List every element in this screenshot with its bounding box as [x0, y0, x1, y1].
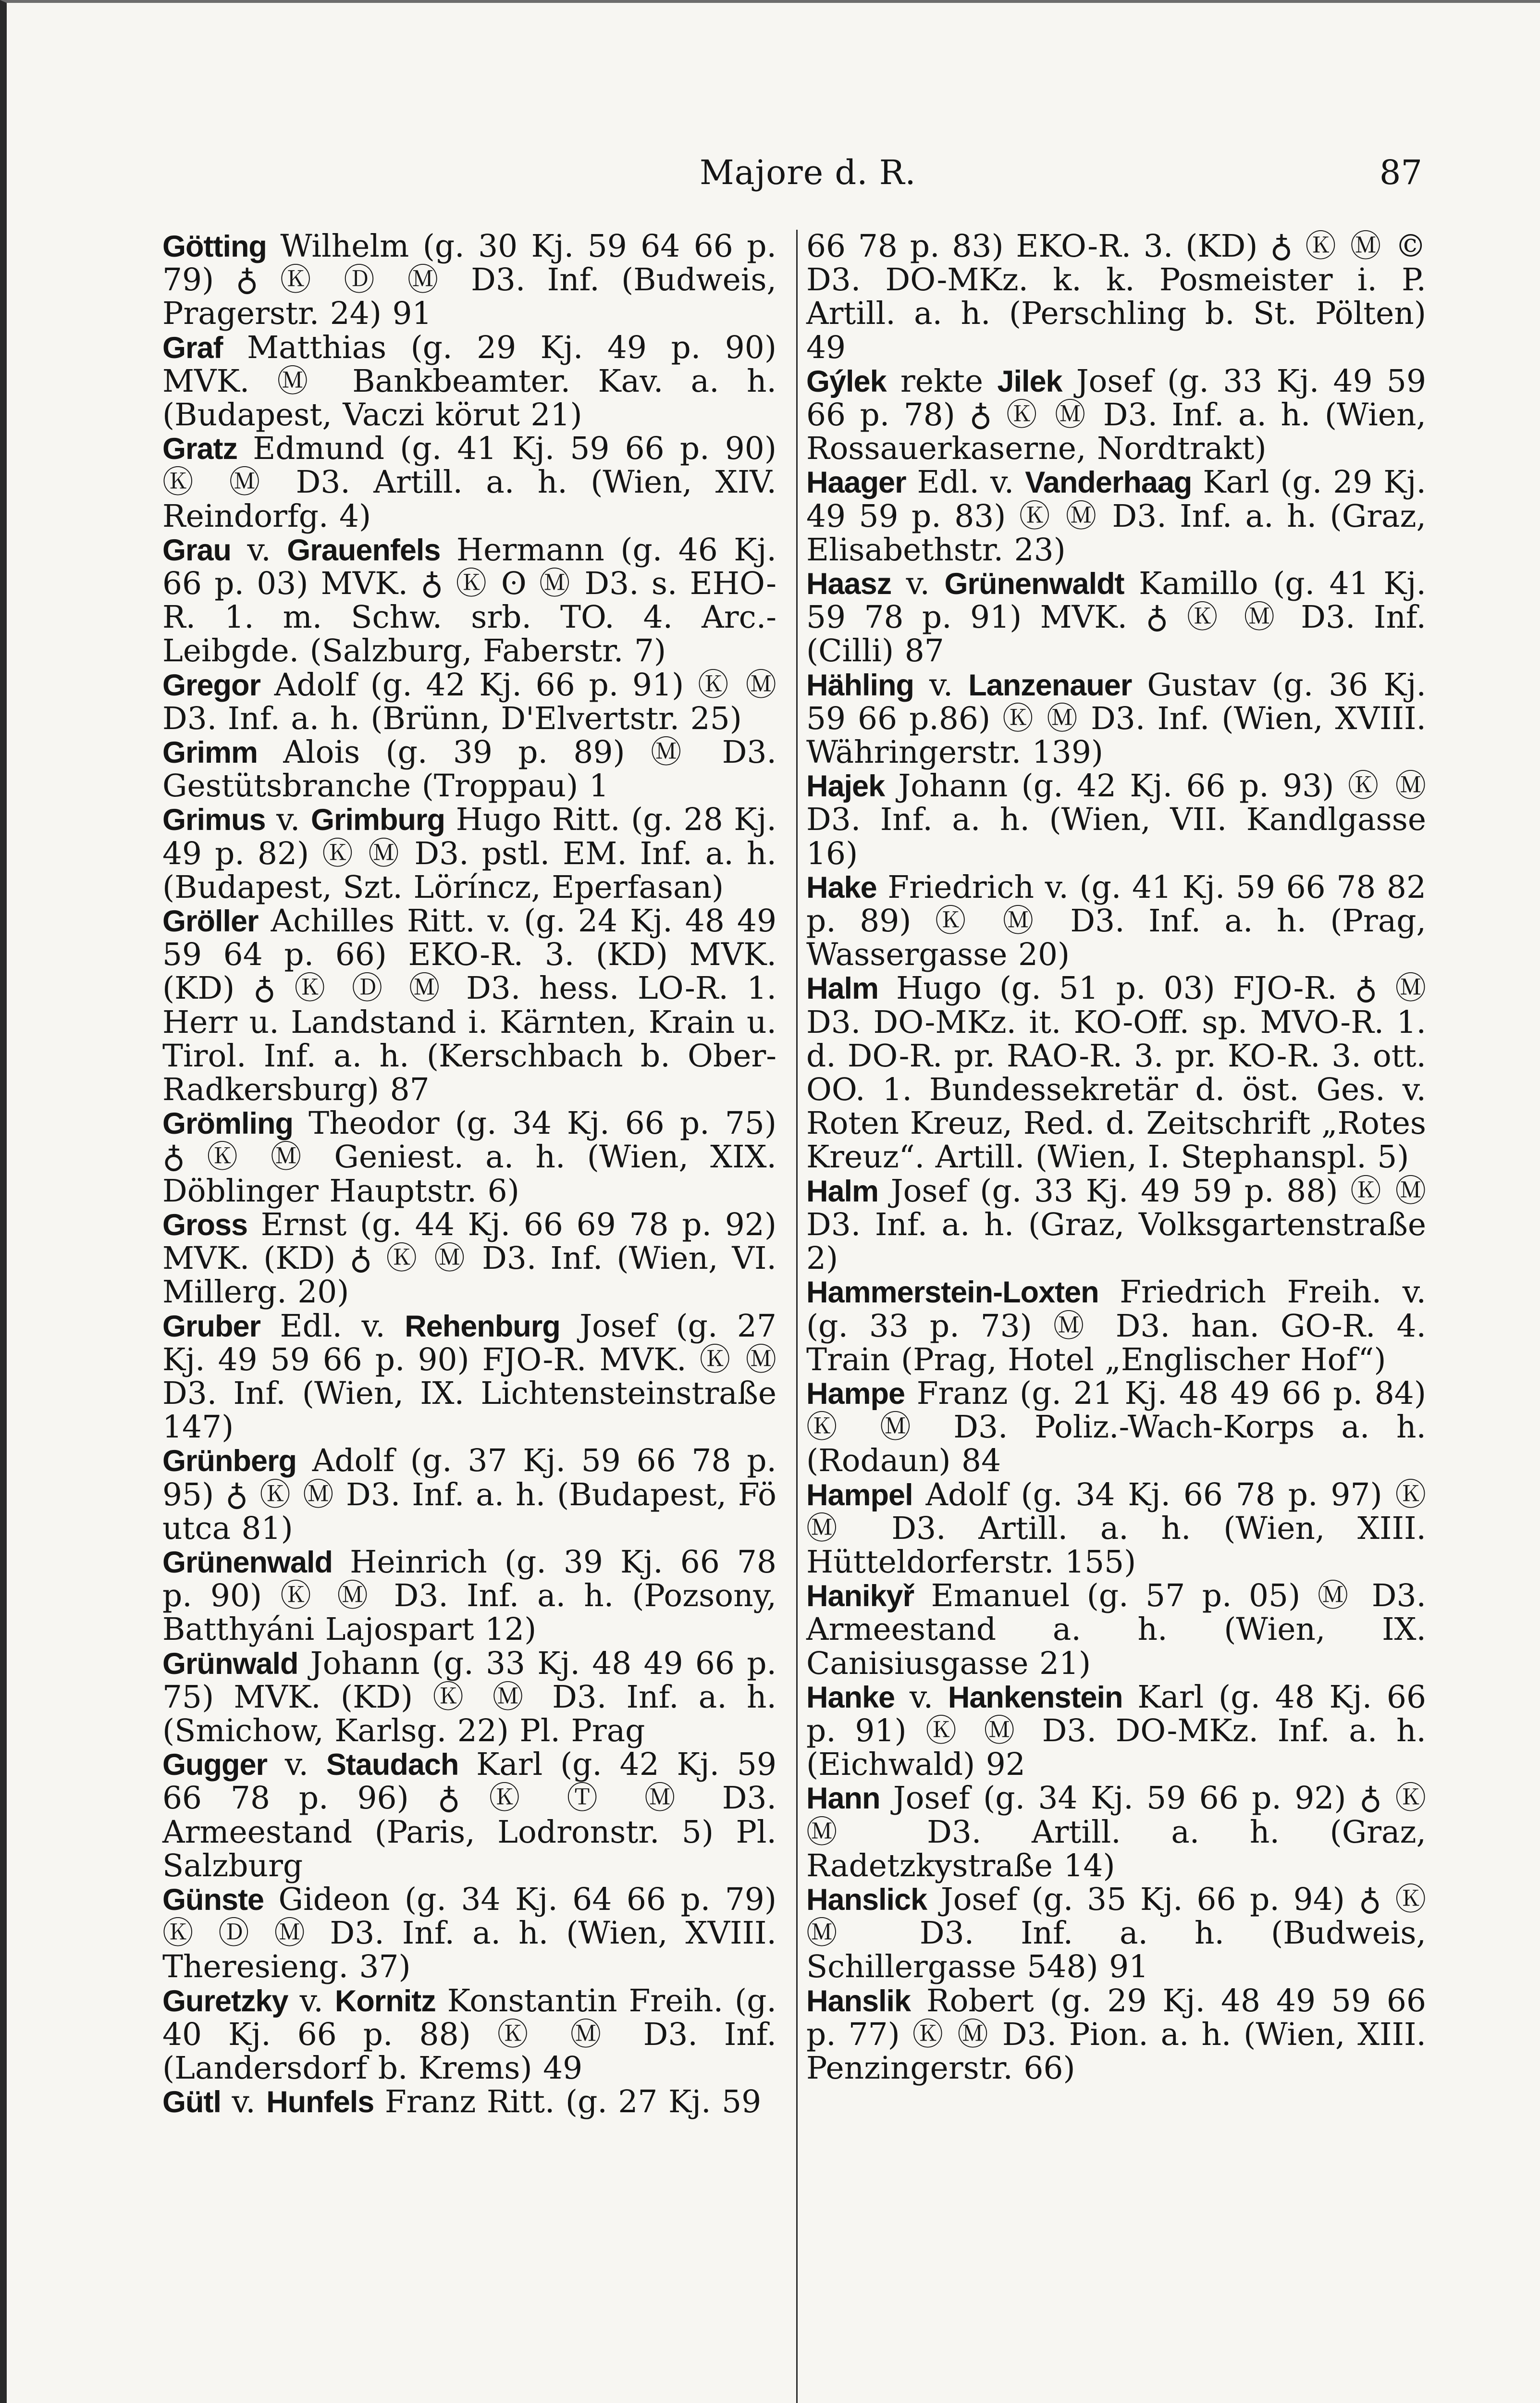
entry-surname: Hammerstein-Loxten — [806, 1276, 1099, 1310]
entry-text: Friedrich v. (g. 41 Kj. 59 66 78 82 p. 89) Ⓚ Ⓜ D3. Inf. a. h. (Prag, Wassergasse 20) — [806, 869, 1426, 973]
entry-text: Konstantin Freih. (g. 40 Kj. 66 p. 88) Ⓚ Ⓜ D3. Inf. (Landersdorf b. Krems) 49 — [162, 1982, 776, 2086]
entry-text: Karl (g. 48 Kj. 66 p. 91) Ⓚ Ⓜ D3. DO-MKz. Inf. a. h. (Eichwald) 92 — [806, 1679, 1427, 1783]
entry-text: Franz Ritt. (g. 27 Kj. 59 — [374, 2084, 762, 2120]
entry-text: Achilles Ritt. v. (g. 24 Kj. 48 49 59 64 p. 66) EKO-R. 3. (KD) MVK. (KD) ♁ Ⓚ Ⓓ Ⓜ D3. hess. LO-R. 1. Herr u. Landstand i. Kärnten, Krain u. Tirol. Inf. a. h. (Kerschbach b. Ober-Radkersburg) 87 — [162, 903, 776, 1108]
entry-surname: Hampe — [806, 1376, 905, 1411]
entry-text: Edl. v. — [260, 1308, 405, 1344]
entry-text: rekte — [886, 363, 998, 399]
entry-text: Johann (g. 33 Kj. 48 49 66 p. 75) MVK. (KD) Ⓚ Ⓜ D3. Inf. a. h. (Smichow, Karlsg. 22) Pl. Prag — [162, 1645, 776, 1749]
directory-entry — [162, 432, 776, 533]
right-column — [806, 230, 1426, 2085]
entry-surname: Grimburg — [310, 803, 445, 837]
directory-entry — [806, 1276, 1426, 1377]
entry-text: Robert (g. 29 Kj. 48 49 59 66 p. 77) Ⓚ Ⓜ D3. Pion. a. h. (Wien, XIII. Penzingerstr. 66) — [806, 1982, 1426, 2086]
entry-text: v. — [914, 667, 969, 703]
entry-surname: Grimm — [162, 736, 258, 770]
directory-entry — [162, 1883, 776, 1984]
directory-entry — [162, 1208, 776, 1310]
entry-text: Josef (g. 27 Kj. 49 59 66 p. 90) FJO-R. MVK. Ⓚ Ⓜ D3. Inf. (Wien, IX. Lichtensteinstraße 147) — [162, 1308, 776, 1446]
entry-surname: Grünenwaldt — [944, 567, 1124, 601]
directory-entry — [806, 1883, 1426, 1984]
column-divider — [796, 230, 798, 2403]
entry-text: Emanuel (g. 57 p. 05) Ⓜ D3. Armeestand a. h. (Wien, IX. Canisiusgasse 21) — [806, 1578, 1426, 1682]
entry-text: Johann (g. 42 Kj. 66 p. 93) Ⓚ Ⓜ D3. Inf. a. h. (Wien, VII. Kandlgasse 16) — [806, 768, 1426, 872]
directory-entry — [806, 972, 1426, 1174]
directory-entry — [162, 904, 776, 1107]
entry-surname: Grimus — [162, 803, 266, 837]
entry-text: Ernst (g. 44 Kj. 66 69 78 p. 92) MVK. (KD) ♁ Ⓚ Ⓜ D3. Inf. (Wien, VI. Millerg. 20) — [162, 1206, 776, 1311]
directory-entry — [806, 567, 1426, 669]
entry-text: v. — [895, 1679, 948, 1715]
entry-text: Edl. v. — [906, 464, 1025, 501]
entry-text: Josef (g. 35 Kj. 66 p. 94) ♁ Ⓚ Ⓜ D3. Inf. a. h. (Budweis, Schillergasse 548) 91 — [806, 1881, 1426, 1985]
entry-text: Friedrich Freih. v. (g. 33 p. 73) Ⓜ D3. han. GO-R. 4. Train (Prag, Hotel „Englischer Hof“) — [806, 1274, 1426, 1378]
entry-surname: Hann — [806, 1782, 880, 1816]
entry-text: v. — [288, 1982, 335, 2019]
entry-text: Heinrich (g. 39 Kj. 66 78 p. 90) Ⓚ Ⓜ D3. Inf. a. h. (Pozsony, Batthyáni Lajospart 12) — [162, 1544, 776, 1648]
directory-entry — [162, 803, 776, 904]
entry-surname: Graf — [162, 331, 223, 365]
entry-surname: Hunfels — [266, 2085, 374, 2119]
entry-surname: Halm — [806, 1174, 879, 1208]
entry-text: Josef (g. 33 Kj. 49 59 p. 88) Ⓚ Ⓜ D3. Inf. a. h. (Graz, Volksgartenstraße 2) — [806, 1173, 1426, 1277]
entry-text: v. — [891, 566, 945, 602]
entry-surname: Lanzenauer — [968, 668, 1132, 702]
entry-surname: Hähling — [806, 668, 914, 702]
entry-surname: Gratz — [162, 432, 238, 466]
entry-surname: Grömling — [162, 1107, 293, 1141]
entry-text: Theodor (g. 34 Kj. 66 p. 75) ♁ Ⓚ Ⓜ Geniest. a. h. (Wien, XIX. Döblinger Hauptstr. 6) — [162, 1105, 776, 1209]
entry-surname: Vanderhaag — [1025, 466, 1192, 500]
entry-text: v. — [267, 1747, 326, 1783]
entry-text: Matthias (g. 29 Kj. 49 p. 90) MVK. Ⓜ Bankbeamter. Kav. a. h. (Budapest, Vaczi körut 21) — [162, 329, 776, 434]
directory-entry — [162, 2085, 776, 2119]
directory-entry — [806, 365, 1426, 466]
directory-entry — [806, 466, 1426, 567]
entry-surname: Haasz — [806, 567, 892, 601]
entry-text: Adolf (g. 34 Kj. 66 78 p. 97) Ⓚ Ⓜ D3. Artill. a. h. (Wien, XIII. Hütteldorferstr. 155) — [806, 1476, 1426, 1580]
directory-entry — [162, 1647, 776, 1748]
entry-text: Hugo Ritt. (g. 28 Kj. 49 p. 82) Ⓚ Ⓜ D3. pstl. EM. Inf. a. h. (Budapest, Szt. Löríncz, Eperfasan) — [162, 802, 776, 905]
directory-entry — [806, 1175, 1426, 1276]
directory-entry — [162, 1310, 776, 1445]
entry-surname: Grünberg — [162, 1444, 297, 1478]
entry-surname: Hanslik — [806, 1984, 911, 2018]
directory-entry — [162, 331, 776, 433]
left-column — [162, 230, 776, 2119]
entry-text: Franz (g. 21 Kj. 48 49 66 p. 84) Ⓚ Ⓜ D3. Poliz.-Wach-Korps a. h. (Rodaun) 84 — [806, 1375, 1426, 1479]
entry-surname: Rehenburg — [405, 1309, 560, 1343]
directory-entry — [162, 1546, 776, 1647]
entry-surname: Hanikyř — [806, 1579, 914, 1613]
entry-surname: Hajek — [806, 769, 885, 804]
directory-entry — [162, 230, 776, 331]
directory-entry — [806, 1377, 1426, 1478]
entry-surname: Gruber — [162, 1309, 261, 1343]
entry-surname: Hanke — [806, 1680, 895, 1714]
directory-entry — [806, 769, 1426, 871]
entry-text: Kamillo (g. 41 Kj. 59 78 p. 91) MVK. ♁ Ⓚ Ⓜ D3. Inf. (Cilli) 87 — [806, 566, 1426, 669]
entry-text: 66 78 p. 83) EKO-R. 3. (KD) ♁ Ⓚ Ⓜ © D3. DO-MKz. k. k. Posmeister i. P. Artill. a. h. (Perschling b. St. Pölten) 49 — [806, 228, 1426, 366]
directory-entry — [806, 669, 1426, 770]
directory-entry — [162, 1984, 776, 2086]
entry-surname: Grünwald — [162, 1647, 298, 1681]
entry-surname: Günste — [162, 1883, 264, 1917]
entry-text: v. — [265, 802, 311, 838]
directory-entry — [162, 669, 776, 736]
entry-text: Josef (g. 34 Kj. 59 66 p. 92) ♁ Ⓚ Ⓜ D3. Artill. a. h. (Graz, Radetzkystraße 14) — [806, 1780, 1426, 1884]
entry-surname: Guretzky — [162, 1984, 288, 2018]
directory-entry — [162, 1748, 776, 1883]
entry-surname: Hake — [806, 870, 877, 904]
directory-entry — [806, 1782, 1426, 1883]
entry-surname: Götting — [162, 230, 267, 263]
directory-entry — [806, 1478, 1426, 1580]
entry-surname: Hankenstein — [948, 1680, 1123, 1714]
entry-surname: Hampel — [806, 1478, 913, 1512]
entry-surname: Kornitz — [334, 1984, 436, 2018]
entry-surname: Gugger — [162, 1748, 268, 1782]
entry-text: Gustav (g. 36 Kj. 59 66 p.86) Ⓚ Ⓜ D3. Inf. (Wien, XVIII. Währingerstr. 139) — [806, 667, 1426, 771]
entry-text: Alois (g. 39 p. 89) Ⓜ D3. Gestütsbranche (Troppau) 1 — [162, 734, 776, 805]
entry-text: Wilhelm (g. 30 Kj. 59 64 66 p. 79) ♁ Ⓚ Ⓓ Ⓜ D3. Inf. (Budweis, Pragerstr. 24) 91 — [162, 228, 776, 332]
entry-surname: Jilek — [997, 364, 1062, 398]
entry-text: Karl (g. 29 Kj. 49 59 p. 83) Ⓚ Ⓜ D3. Inf. a. h. (Graz, Elisabethstr. 23) — [806, 464, 1426, 568]
entry-text: Adolf (g. 42 Kj. 66 p. 91) Ⓚ Ⓜ D3. Inf. a. h. (Brünn, D'Elvertstr. 25) — [162, 667, 776, 737]
directory-entry — [162, 533, 776, 669]
entry-surname: Gütl — [162, 2085, 221, 2119]
entry-surname: Gýlek — [806, 364, 887, 398]
entry-surname: Staudach — [326, 1748, 459, 1782]
entry-text: Hugo (g. 51 p. 03) FJO-R. ♁ Ⓜ D3. DO-MKz. it. KO-Off. sp. MVO-R. 1. d. DO-R. pr. RAO-R. 3. pr. KO-R. 3. ott. OO. 1. Bundessekretär d. öst. Ges. v. Roten Kreuz, Red. d. Zeitschrift „Rotes Kreuz“. Artill. (Wien, I. Stephanspl. 5) — [806, 970, 1426, 1176]
entry-surname: Haager — [806, 466, 906, 500]
directory-entry — [806, 871, 1426, 972]
entry-surname: Halm — [806, 972, 879, 1006]
entry-surname: Hanslick — [806, 1883, 927, 1917]
entry-text: Josef (g. 33 Kj. 49 59 66 p. 78) ♁ Ⓚ Ⓜ D3. Inf. a. h. (Wien, Rossauerkaserne, Nordtrakt) — [806, 363, 1427, 467]
entry-text: Hermann (g. 46 Kj. 66 p. 03) MVK. ♁ Ⓚ ʘ Ⓜ D3. s. EHO-R. 1. m. Schw. srb. TO. 4. Arc.-Leibgde. (Salzburg, Faberstr. 7) — [162, 532, 776, 669]
entry-surname: Gregor — [162, 668, 261, 702]
directory-entry — [162, 1444, 776, 1546]
entry-text: Edmund (g. 41 Kj. 59 66 p. 90) Ⓚ Ⓜ D3. Artill. a. h. (Wien, XIV. Reindorfg. 4) — [162, 431, 776, 534]
page-number: 87 — [1379, 153, 1422, 192]
entry-text: v. — [231, 532, 287, 568]
directory-entry — [162, 1107, 776, 1208]
entry-surname: Gröller — [162, 904, 259, 939]
directory-entry — [806, 1681, 1426, 1782]
entry-surname: Grau — [162, 533, 232, 567]
entry-text: Adolf (g. 37 Kj. 59 66 78 p. 95) ♁ Ⓚ Ⓜ D3. Inf. a. h. (Budapest, Fö utca 81) — [162, 1443, 776, 1547]
entry-surname: Gross — [162, 1208, 248, 1242]
directory-entry — [806, 230, 1426, 365]
entry-surname: Grünenwald — [162, 1545, 333, 1579]
directory-entry — [162, 736, 776, 803]
entry-surname: Grauenfels — [287, 533, 441, 567]
entry-text: Gideon (g. 34 Kj. 64 66 p. 79) Ⓚ Ⓓ Ⓜ D3. Inf. a. h. (Wien, XVIII. Theresieng. 37) — [162, 1881, 776, 1985]
directory-entry — [806, 1984, 1426, 2086]
entry-text: v. — [221, 2084, 267, 2120]
running-header: Majore d. R. — [700, 153, 916, 192]
directory-entry — [806, 1579, 1426, 1681]
entry-text: Karl (g. 42 Kj. 59 66 78 p. 96) ♁ Ⓚ Ⓣ Ⓜ D3. Armeestand (Paris, Lodronstr. 5) Pl. Salzburg — [162, 1747, 777, 1884]
